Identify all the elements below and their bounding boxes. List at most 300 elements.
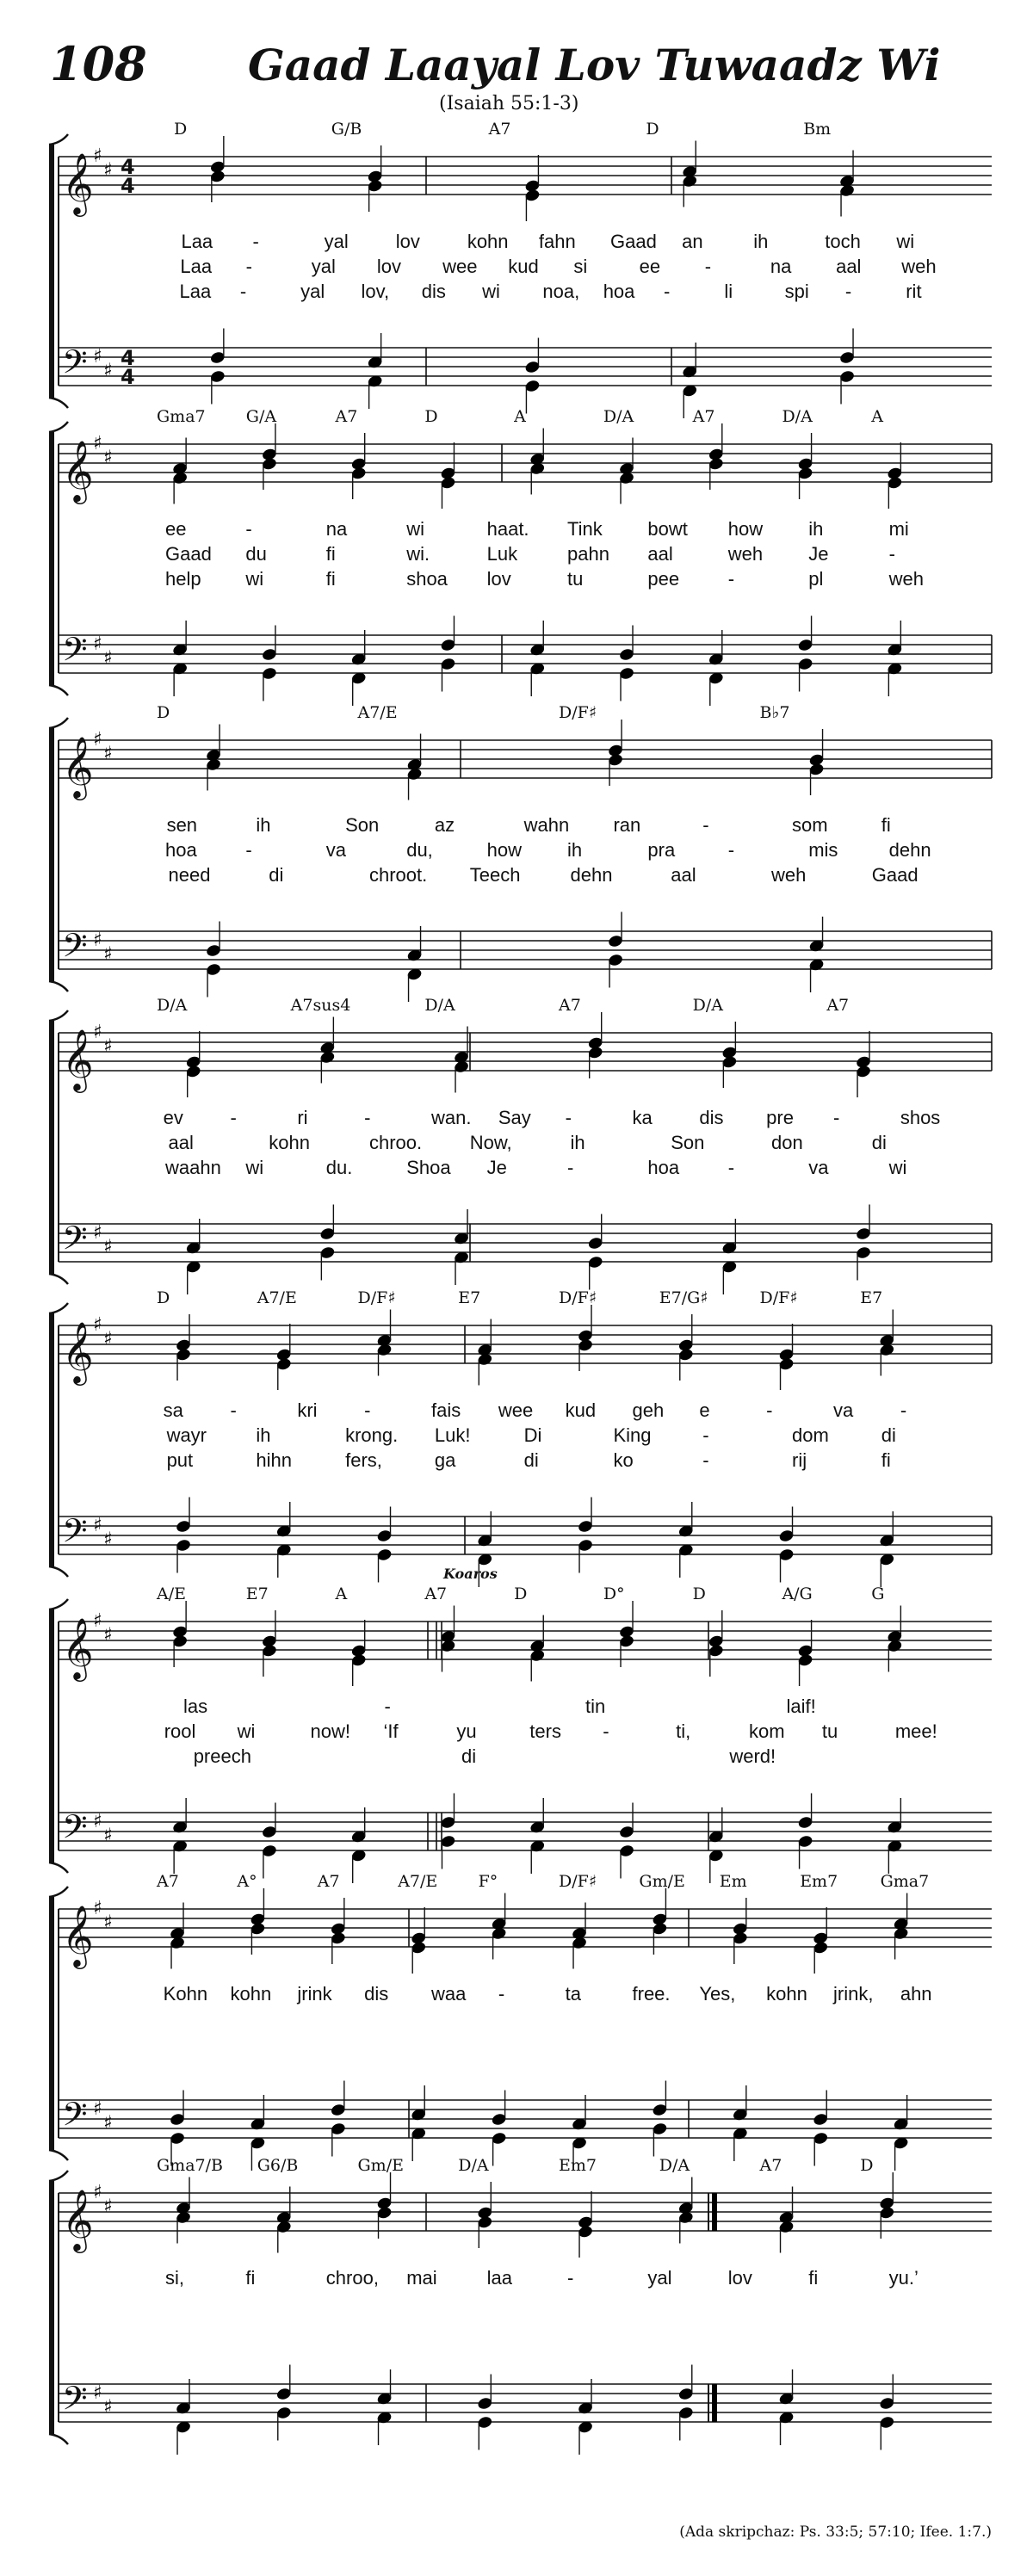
chord-symbol: G bbox=[871, 1585, 885, 1603]
lyric-syllable: how bbox=[727, 518, 764, 540]
lyric-syllable: King bbox=[613, 1424, 652, 1446]
lyric-syllable: fahn bbox=[538, 231, 576, 252]
lyric-syllable: ee bbox=[639, 256, 661, 277]
key-sharp: ♯ bbox=[93, 729, 102, 751]
lyric-syllable: du. bbox=[325, 1157, 353, 1178]
chord-symbol: A7 bbox=[335, 407, 358, 426]
lyric-syllable: Yes, bbox=[699, 1983, 736, 2005]
bass-clef: 𝄢 bbox=[62, 630, 88, 676]
chord-symbol: A bbox=[335, 1585, 348, 1603]
lyric-syllable: pl bbox=[808, 568, 824, 590]
time-signature: 4 bbox=[121, 155, 135, 179]
lyric-syllable: - bbox=[239, 281, 247, 302]
chord-symbol: D bbox=[174, 120, 188, 139]
lyric-syllable: kom bbox=[749, 1720, 785, 1742]
lyric-syllable: di bbox=[881, 1424, 896, 1446]
lyric-syllable: az bbox=[434, 814, 455, 836]
lyric-syllable: - bbox=[567, 2267, 574, 2289]
lyric-syllable: kud bbox=[565, 1399, 597, 1421]
lyric-syllable: chroo. bbox=[369, 1132, 423, 1153]
bracket-hook bbox=[49, 398, 68, 408]
lyric-syllable: Je bbox=[808, 543, 829, 565]
bracket-hook bbox=[49, 134, 68, 145]
lyric-syllable: ee bbox=[165, 518, 187, 540]
chord-symbol: Gma7/B bbox=[157, 2156, 223, 2175]
lyric-syllable: Luk bbox=[486, 543, 518, 565]
chord-symbol: D bbox=[514, 1585, 528, 1603]
lyric-syllable: Say bbox=[498, 1107, 531, 1128]
lyric-syllable: geh bbox=[632, 1399, 665, 1421]
lyric-syllable: aal bbox=[647, 543, 673, 565]
lyric-syllable: pahn bbox=[567, 543, 609, 565]
lyric-syllable: wee bbox=[442, 256, 478, 277]
lyric-syllable: ta bbox=[565, 1983, 582, 2005]
lyric-syllable: kri bbox=[297, 1399, 318, 1421]
lyric-syllable: wi bbox=[245, 1157, 264, 1178]
lyric-syllable: Shoa bbox=[406, 1157, 451, 1178]
scripture-footnote: (Ada skripchaz: Ps. 33:5; 57:10; Ifee. 1:7.) bbox=[679, 2523, 992, 2541]
lyric-syllable: mee! bbox=[894, 1720, 937, 1742]
chord-symbol: D bbox=[646, 120, 659, 139]
lyric-syllable: pee bbox=[647, 568, 680, 590]
lyric-syllable: ih bbox=[256, 1424, 271, 1446]
chord-symbol: Em bbox=[719, 1872, 747, 1891]
lyric-syllable: waahn bbox=[165, 1157, 221, 1178]
lyric-syllable: an bbox=[682, 231, 703, 252]
lyric-syllable: aal bbox=[671, 864, 696, 886]
lyric-syllable: kohn bbox=[230, 1983, 272, 2005]
chord-symbol: F° bbox=[478, 1872, 498, 1891]
lyric-syllable: ga bbox=[434, 1449, 456, 1471]
chord-symbol: Gm/E bbox=[639, 1872, 685, 1891]
chord-symbol: A° bbox=[237, 1872, 257, 1891]
lyric-syllable: wi bbox=[888, 1157, 907, 1178]
lyric-syllable: - bbox=[766, 1399, 773, 1421]
lyric-syllable: ters bbox=[529, 1720, 561, 1742]
final-bar bbox=[712, 2384, 717, 2422]
lyric-syllable: - bbox=[565, 1107, 572, 1128]
lyric-syllable: Je bbox=[486, 1157, 507, 1178]
bass-clef: 𝄢 bbox=[62, 926, 88, 973]
chord-symbol: E7 bbox=[458, 1288, 481, 1307]
chord-symbol: A7/E bbox=[398, 1872, 438, 1891]
final-bar bbox=[712, 2193, 717, 2231]
lyric-syllable: fi bbox=[808, 2267, 819, 2289]
scripture-reference: (Isaiah 55:1-3) bbox=[439, 93, 579, 114]
key-sharp: ♯ bbox=[103, 360, 113, 382]
bracket-hook bbox=[49, 422, 68, 432]
chord-symbol: A7 bbox=[759, 2156, 782, 2175]
chord-symbol: D/F♯ bbox=[559, 1288, 597, 1307]
key-sharp: ♯ bbox=[93, 2098, 102, 2120]
lyric-syllable: ti, bbox=[676, 1720, 691, 1742]
chord-symbol: E7 bbox=[245, 1585, 269, 1603]
chord-symbol: D bbox=[424, 407, 438, 426]
chord-symbol: B♭7 bbox=[759, 703, 790, 722]
treble-clef: 𝄞 bbox=[62, 2188, 94, 2251]
lyric-syllable: ih bbox=[256, 814, 271, 836]
chord-symbol: A7 bbox=[826, 996, 850, 1015]
chord-symbol: Gma7 bbox=[157, 407, 206, 426]
bass-clef: 𝄢 bbox=[62, 1219, 88, 1265]
lyric-syllable: noa, bbox=[542, 281, 580, 302]
lyric-syllable: werd! bbox=[729, 1745, 776, 1767]
key-sharp: ♯ bbox=[103, 2112, 113, 2134]
lyric-syllable: fi bbox=[325, 543, 336, 565]
lyric-syllable: jrink, bbox=[833, 1983, 874, 2005]
chord-symbol: Gma7 bbox=[880, 1872, 930, 1891]
lyric-syllable: lov bbox=[376, 256, 402, 277]
lyric-syllable: - bbox=[702, 814, 709, 836]
key-sharp: ♯ bbox=[93, 1314, 102, 1336]
bracket-hook bbox=[49, 685, 68, 695]
key-sharp: ♯ bbox=[103, 2396, 113, 2418]
lyric-syllable: hihn bbox=[256, 1449, 292, 1471]
lyric-syllable: chroo, bbox=[325, 2267, 379, 2289]
key-sharp: ♯ bbox=[93, 1898, 102, 1919]
bracket-hook bbox=[49, 981, 68, 991]
key-sharp: ♯ bbox=[93, 433, 102, 454]
lyric-syllable: si, bbox=[165, 2267, 185, 2289]
chord-symbol: A bbox=[871, 407, 883, 426]
lyric-syllable: ev bbox=[163, 1107, 183, 1128]
key-sharp: ♯ bbox=[103, 1328, 113, 1350]
lyric-syllable: pre bbox=[766, 1107, 794, 1128]
lyric-syllable: va bbox=[808, 1157, 829, 1178]
lyric-syllable: Kohn bbox=[163, 1983, 208, 2005]
key-sharp: ♯ bbox=[93, 930, 102, 951]
key-sharp: ♯ bbox=[93, 145, 102, 167]
lyric-syllable: ih bbox=[570, 1132, 585, 1153]
time-signature: 4 bbox=[121, 174, 135, 198]
lyric-syllable: du, bbox=[406, 839, 433, 861]
chord-symbol: A7 bbox=[157, 1872, 179, 1891]
lyric-syllable: na bbox=[325, 518, 348, 540]
lyric-syllable: wee bbox=[498, 1399, 534, 1421]
lyric-syllable: sa bbox=[163, 1399, 183, 1421]
key-sharp: ♯ bbox=[93, 1610, 102, 1632]
lyric-syllable: di bbox=[871, 1132, 887, 1153]
lyric-syllable: yu bbox=[456, 1720, 477, 1742]
lyric-syllable: ran bbox=[613, 814, 641, 836]
lyric-syllable: lov bbox=[395, 231, 420, 252]
lyric-syllable: yal bbox=[300, 281, 325, 302]
bracket-hook bbox=[49, 1303, 68, 1313]
lyric-syllable: Laa bbox=[181, 231, 213, 252]
chord-symbol: Gm/E bbox=[357, 2156, 404, 2175]
lyric-syllable: Luk! bbox=[434, 1424, 471, 1446]
key-sharp: ♯ bbox=[93, 633, 102, 655]
lyric-syllable: li bbox=[724, 281, 733, 302]
lyric-syllable: toch bbox=[825, 231, 861, 252]
key-sharp: ♯ bbox=[93, 2382, 102, 2404]
lyric-syllable: how bbox=[486, 839, 522, 861]
chord-symbol: D bbox=[157, 703, 170, 722]
lyric-syllable: - bbox=[230, 1107, 237, 1128]
lyric-syllable: - bbox=[727, 1157, 735, 1178]
lyric-syllable: wi bbox=[237, 1720, 256, 1742]
lyric-syllable: chroot. bbox=[369, 864, 428, 886]
lyric-syllable: jrink bbox=[297, 1983, 332, 2005]
lyric-syllable: lov, bbox=[361, 281, 390, 302]
chord-symbol: A7 bbox=[692, 407, 715, 426]
chord-symbol: D/F♯ bbox=[559, 703, 597, 722]
lyric-syllable: - bbox=[702, 1449, 709, 1471]
lyric-syllable: Son bbox=[345, 814, 380, 836]
chord-symbol: D/A bbox=[157, 996, 188, 1015]
bass-clef: 𝄢 bbox=[62, 2095, 88, 2141]
key-sharp: ♯ bbox=[103, 447, 113, 469]
lyric-syllable: ih bbox=[753, 231, 769, 252]
key-sharp: ♯ bbox=[93, 1811, 102, 1832]
chord-symbol: G6/B bbox=[257, 2156, 299, 2175]
key-sharp: ♯ bbox=[93, 2182, 102, 2203]
key-sharp: ♯ bbox=[93, 1222, 102, 1244]
chord-symbol: D/A bbox=[692, 996, 724, 1015]
lyric-syllable: - bbox=[567, 1157, 574, 1178]
lyric-syllable: - bbox=[664, 281, 671, 302]
chord-symbol: D/F♯ bbox=[759, 1288, 798, 1307]
lyric-syllable: ih bbox=[808, 518, 824, 540]
chord-symbol: G/A bbox=[245, 407, 277, 426]
lyric-syllable: rit bbox=[906, 281, 922, 302]
bracket-hook bbox=[49, 1887, 68, 1897]
bracket-hook bbox=[49, 2171, 68, 2181]
lyric-syllable: Laa bbox=[180, 256, 213, 277]
lyric-syllable: fi bbox=[881, 814, 891, 836]
lyric-syllable: kohn bbox=[467, 231, 509, 252]
lyric-syllable: - bbox=[498, 1983, 505, 2005]
lyric-syllable: shos bbox=[900, 1107, 941, 1128]
lyric-syllable: - bbox=[384, 1696, 391, 1717]
lyric-syllable: lov bbox=[486, 568, 511, 590]
lyric-syllable: va bbox=[833, 1399, 854, 1421]
chord-symbol: E7 bbox=[860, 1288, 883, 1307]
treble-clef: 𝄞 bbox=[62, 151, 94, 214]
bracket-hook bbox=[49, 1010, 68, 1021]
lyric-syllable: tu bbox=[567, 568, 584, 590]
chord-symbol: A7/E bbox=[257, 1288, 297, 1307]
lyric-syllable: wi. bbox=[406, 543, 430, 565]
lyric-syllable: help bbox=[165, 568, 201, 590]
lyric-syllable: Tink bbox=[567, 518, 603, 540]
bracket-hook bbox=[49, 2434, 68, 2444]
lyric-syllable: tin bbox=[585, 1696, 606, 1717]
lyric-syllable: waa bbox=[431, 1983, 467, 2005]
chord-symbol: A7 bbox=[559, 996, 581, 1015]
lyric-syllable: - bbox=[245, 518, 252, 540]
key-sharp: ♯ bbox=[103, 1529, 113, 1551]
lyric-syllable: wahn bbox=[523, 814, 570, 836]
lyric-syllable: ri bbox=[297, 1107, 308, 1128]
lyric-syllable: - bbox=[702, 1424, 709, 1446]
treble-clef: 𝄞 bbox=[62, 1320, 94, 1383]
bass-clef: 𝄢 bbox=[62, 1807, 88, 1854]
lyric-syllable: - bbox=[603, 1720, 609, 1742]
lyric-syllable: weh bbox=[901, 256, 937, 277]
treble-clef: 𝄞 bbox=[62, 1616, 94, 1679]
chord-symbol: A/E bbox=[157, 1585, 186, 1603]
lyric-syllable: Di bbox=[523, 1424, 542, 1446]
lyric-syllable: Gaad bbox=[165, 543, 212, 565]
lyric-syllable: kohn bbox=[766, 1983, 807, 2005]
lyric-syllable: fi bbox=[881, 1449, 891, 1471]
chord-symbol: D/A bbox=[424, 996, 455, 1015]
bass-clef: 𝄢 bbox=[62, 2379, 88, 2425]
lyric-syllable: hoa bbox=[647, 1157, 680, 1178]
lyric-syllable: Son bbox=[671, 1132, 705, 1153]
lyric-syllable: - bbox=[844, 281, 852, 302]
chord-symbol: Em7 bbox=[559, 2156, 597, 2175]
lyric-syllable: aal bbox=[168, 1132, 194, 1153]
lyric-syllable: ko bbox=[613, 1449, 634, 1471]
lyric-syllable: pra bbox=[647, 839, 676, 861]
lyric-syllable: weh bbox=[888, 568, 924, 590]
chord-symbol: A7sus4 bbox=[290, 996, 351, 1015]
lyric-syllable: wayr bbox=[166, 1424, 207, 1446]
key-sharp: ♯ bbox=[103, 647, 113, 670]
lyric-syllable: rij bbox=[792, 1449, 807, 1471]
lyric-syllable: fi bbox=[325, 568, 336, 590]
key-sharp: ♯ bbox=[103, 743, 113, 765]
bracket-hook bbox=[49, 1274, 68, 1284]
chord-symbol: A7/E bbox=[357, 703, 398, 722]
treble-clef: 𝄞 bbox=[62, 735, 94, 798]
lyric-syllable: Now, bbox=[469, 1132, 512, 1153]
chord-symbol: D° bbox=[603, 1585, 625, 1603]
lyric-syllable: put bbox=[166, 1449, 194, 1471]
chord-symbol: D bbox=[860, 2156, 874, 2175]
lyric-syllable: mi bbox=[888, 518, 909, 540]
lyric-syllable: laa bbox=[486, 2267, 512, 2289]
system-7 bbox=[49, 1887, 992, 2171]
lyric-syllable: - bbox=[364, 1399, 371, 1421]
lyric-syllable: free. bbox=[632, 1983, 671, 2005]
lyric-syllable: e bbox=[699, 1399, 710, 1421]
lyric-syllable: va bbox=[325, 839, 347, 861]
lyric-syllable: wi bbox=[406, 518, 424, 540]
lyric-syllable: aal bbox=[836, 256, 862, 277]
chord-symbol: D/A bbox=[782, 407, 813, 426]
lyric-syllable: fers, bbox=[345, 1449, 382, 1471]
lyric-syllable: si bbox=[573, 256, 588, 277]
lyric-syllable: di bbox=[461, 1745, 477, 1767]
lyric-syllable: weh bbox=[727, 543, 764, 565]
chord-symbol: E7/G♯ bbox=[659, 1288, 708, 1307]
lyric-syllable: wi bbox=[896, 231, 915, 252]
chord-symbol: A7 bbox=[317, 1872, 340, 1891]
lyric-syllable: krong. bbox=[345, 1424, 399, 1446]
lyric-syllable: dis bbox=[364, 1983, 389, 2005]
chord-symbol: D/A bbox=[659, 2156, 690, 2175]
lyric-syllable: ka bbox=[632, 1107, 653, 1128]
hymn-number: 108 bbox=[50, 36, 147, 91]
lyric-syllable: yal bbox=[647, 2267, 672, 2289]
treble-clef: 𝄞 bbox=[62, 439, 94, 502]
lyric-syllable: - bbox=[704, 256, 712, 277]
lyric-syllable: dis bbox=[699, 1107, 724, 1128]
key-sharp: ♯ bbox=[93, 1022, 102, 1043]
key-sharp: ♯ bbox=[103, 1912, 113, 1934]
bass-clef: 𝄢 bbox=[62, 343, 88, 389]
lyric-syllable: mis bbox=[808, 839, 838, 861]
key-sharp: ♯ bbox=[103, 1236, 113, 1258]
treble-clef: 𝄞 bbox=[62, 1028, 94, 1090]
lyric-syllable: - bbox=[727, 568, 735, 590]
system-8 bbox=[49, 2171, 992, 2455]
lyric-syllable: - bbox=[727, 839, 735, 861]
lyric-syllable: Gaad bbox=[871, 864, 919, 886]
time-signature: 4 bbox=[121, 365, 135, 389]
key-sharp: ♯ bbox=[93, 1515, 102, 1536]
lyric-syllable: di bbox=[523, 1449, 539, 1471]
section-marking: Koaros bbox=[443, 1566, 498, 1582]
lyric-syllable: sen bbox=[166, 814, 198, 836]
chord-symbol: A7 bbox=[424, 1585, 448, 1603]
lyric-syllable: - bbox=[888, 543, 895, 565]
lyric-syllable: yal bbox=[324, 231, 349, 252]
lyric-syllable: haat. bbox=[486, 518, 529, 540]
lyric-syllable: - bbox=[245, 256, 252, 277]
key-sharp: ♯ bbox=[93, 346, 102, 368]
chord-symbol: D/A bbox=[603, 407, 634, 426]
key-sharp: ♯ bbox=[103, 1624, 113, 1646]
chord-symbol: D/A bbox=[458, 2156, 489, 2175]
lyric-syllable: du bbox=[245, 543, 267, 565]
bracket-hook bbox=[49, 1863, 68, 1873]
lyric-syllable: dom bbox=[792, 1424, 829, 1446]
lyric-syllable: shoa bbox=[406, 568, 448, 590]
lyric-syllable: ‘If bbox=[383, 1720, 399, 1742]
time-signature: 4 bbox=[121, 346, 135, 370]
lyric-syllable: - bbox=[833, 1107, 840, 1128]
lyric-syllable: Laa bbox=[179, 281, 212, 302]
lyric-syllable: mai bbox=[406, 2267, 437, 2289]
bass-clef: 𝄢 bbox=[62, 1511, 88, 1558]
lyric-syllable: weh bbox=[771, 864, 807, 886]
bracket-hook bbox=[49, 1566, 68, 1577]
lyric-syllable: now! bbox=[310, 1720, 351, 1742]
lyric-syllable: ih bbox=[567, 839, 583, 861]
chord-symbol: D/F♯ bbox=[559, 1872, 597, 1891]
chord-symbol: A bbox=[514, 407, 526, 426]
chord-symbol: D bbox=[157, 1288, 170, 1307]
lyric-syllable: Teech bbox=[469, 864, 521, 886]
chord-symbol: D/F♯ bbox=[357, 1288, 396, 1307]
key-sharp: ♯ bbox=[103, 159, 113, 182]
chord-symbol: A/G bbox=[782, 1585, 813, 1603]
lyric-syllable: som bbox=[792, 814, 828, 836]
key-sharp: ♯ bbox=[103, 2196, 113, 2218]
lyric-syllable: - bbox=[245, 839, 252, 861]
chord-symbol: G/B bbox=[331, 120, 362, 139]
lyric-syllable: lov bbox=[727, 2267, 752, 2289]
chord-symbol: A7 bbox=[488, 120, 511, 139]
lyric-syllable: fi bbox=[245, 2267, 256, 2289]
lyric-syllable: na bbox=[770, 256, 792, 277]
lyric-syllable: - bbox=[900, 1399, 907, 1421]
key-sharp: ♯ bbox=[103, 943, 113, 966]
lyric-syllable: dehn bbox=[570, 864, 613, 886]
lyric-syllable: las bbox=[183, 1696, 208, 1717]
lyric-syllable: - bbox=[364, 1107, 371, 1128]
lyric-syllable: bowt bbox=[647, 518, 688, 540]
bracket-hook bbox=[49, 1599, 68, 1609]
lyric-syllable: need bbox=[168, 864, 211, 886]
bracket-hook bbox=[49, 2150, 68, 2160]
lyric-syllable: wi bbox=[482, 281, 500, 302]
lyric-syllable: don bbox=[771, 1132, 803, 1153]
